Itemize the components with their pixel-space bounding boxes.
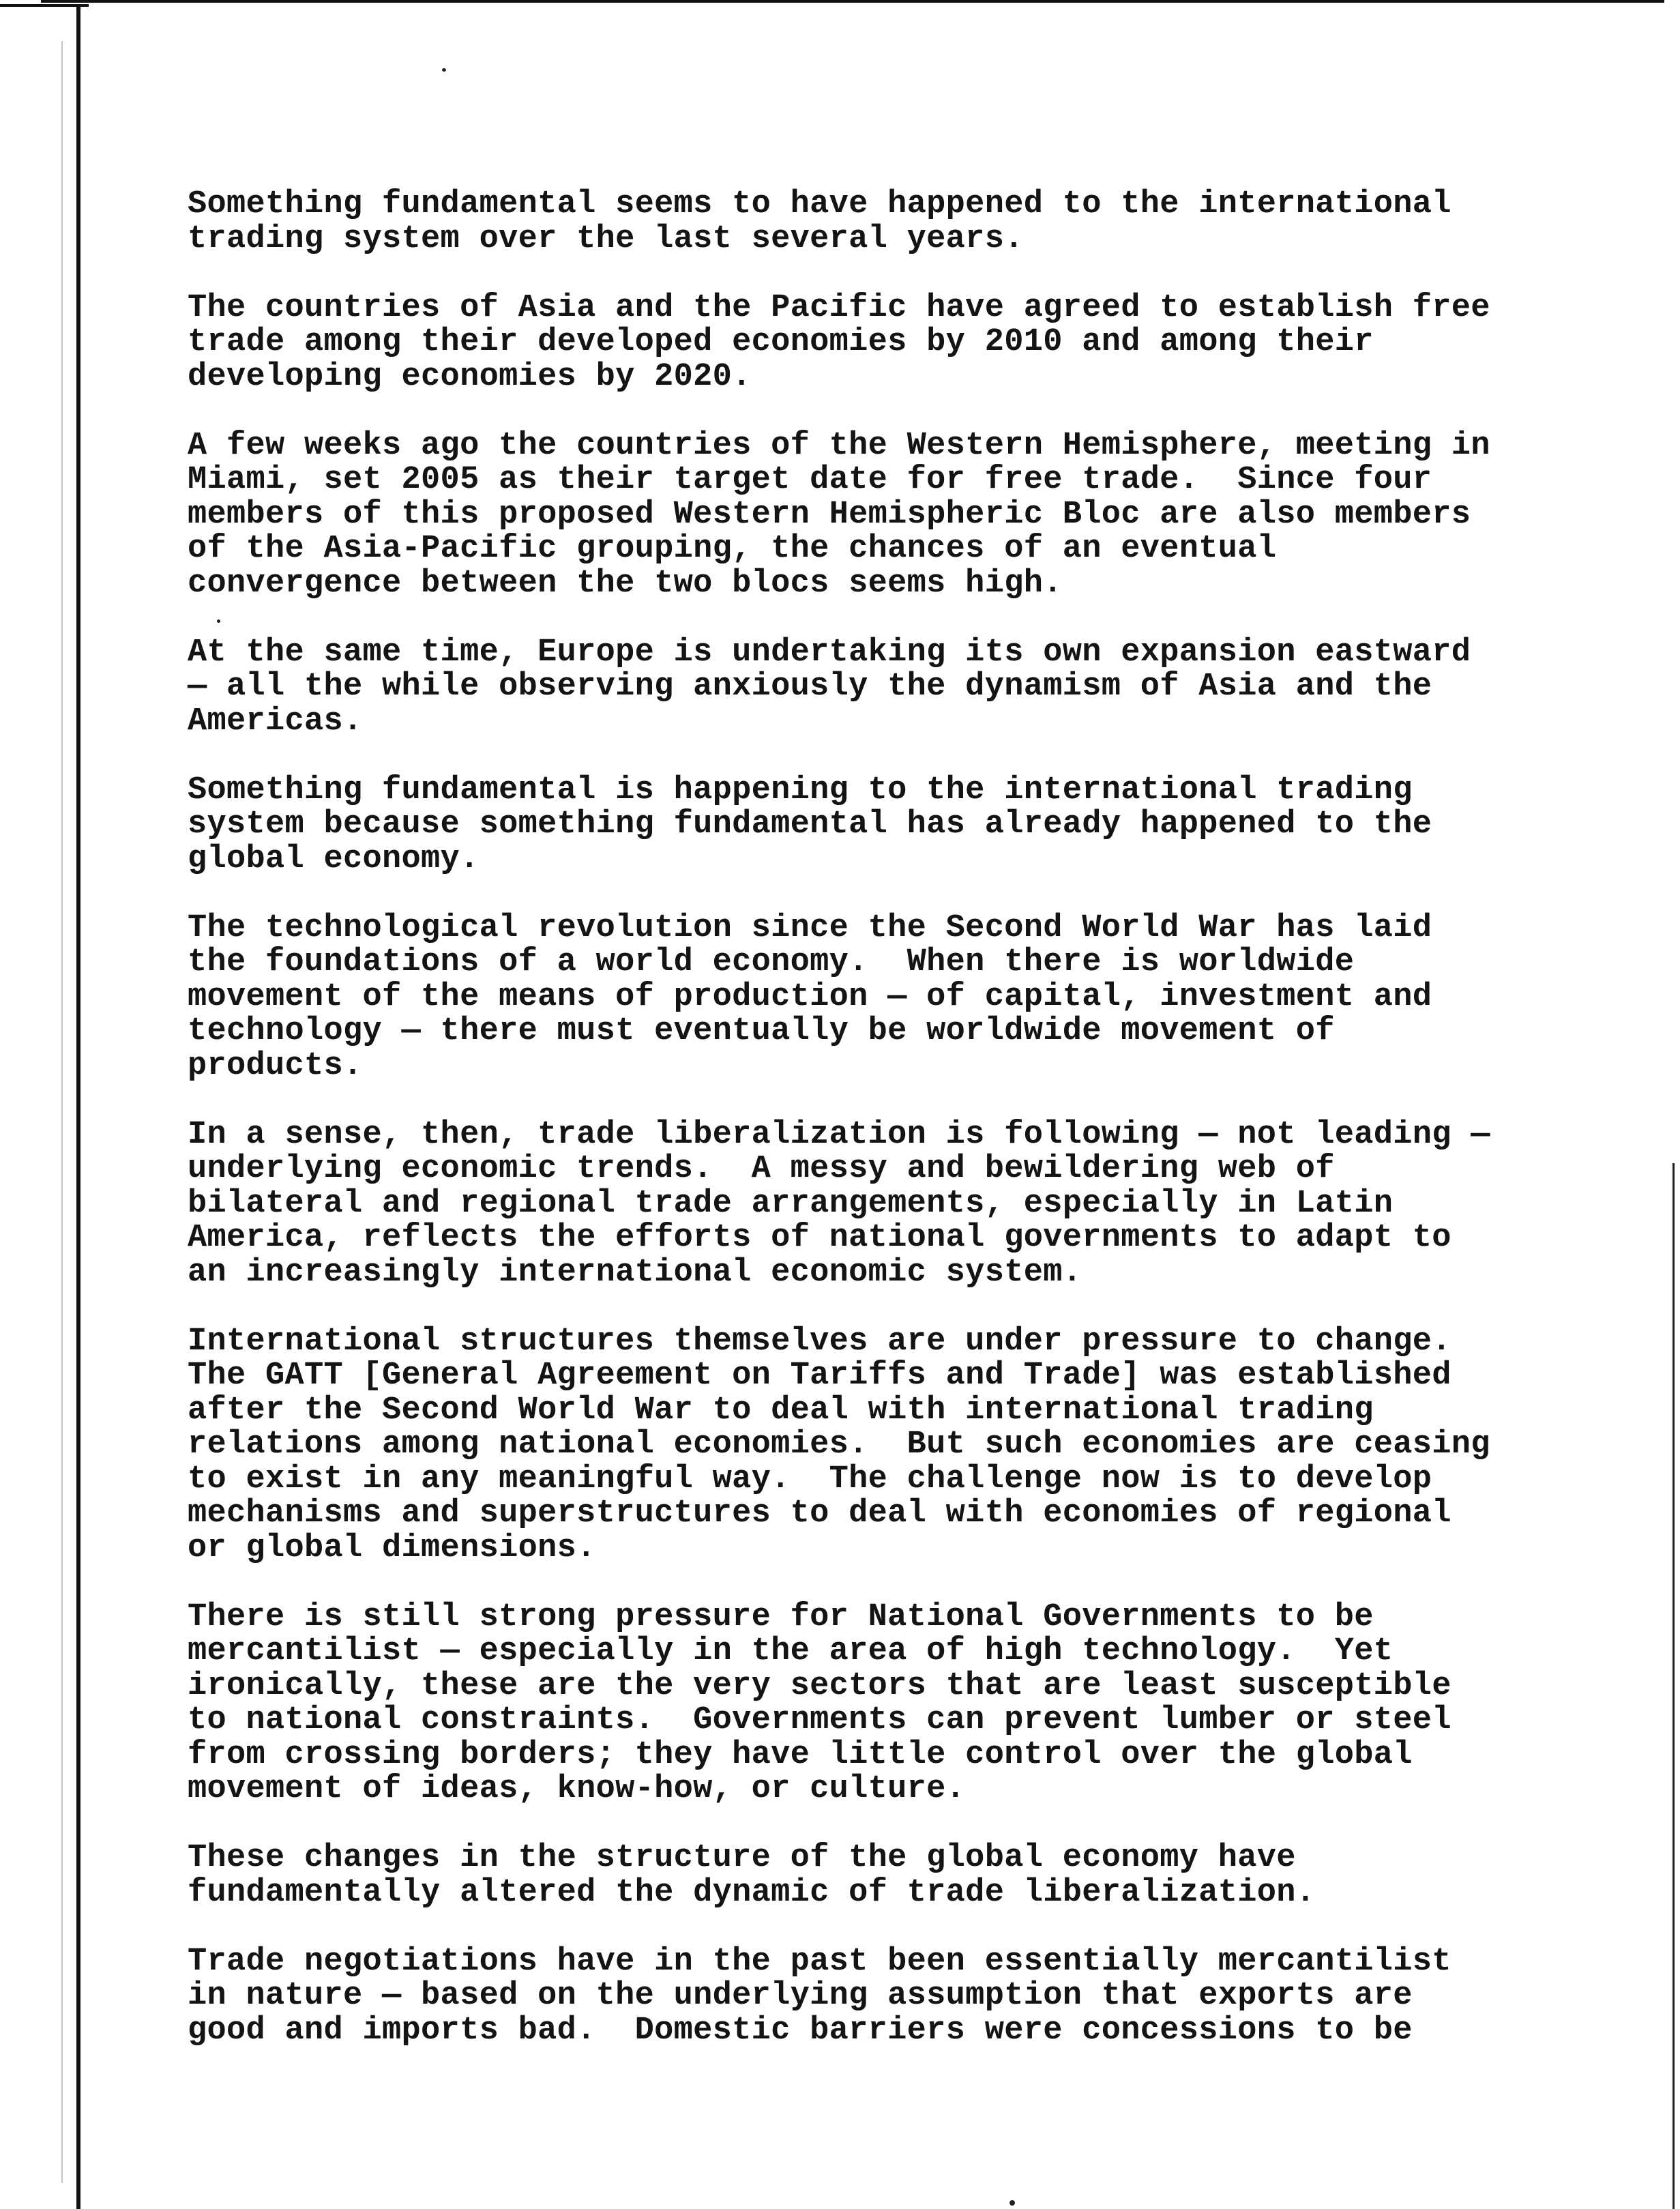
paragraph: At the same time, Europe is undertaking its own expansion eastward — all the while observing anxiously the dynamism of Asia and the Americas. <box>188 634 1471 740</box>
paragraph: The technological revolution since the Second World War has laid the foundations of a world economy. When there is worldwide movement of the means of production — of capital, investment and technology — there must eventually be worldwide movement of products. <box>188 909 1432 1084</box>
left-margin-shadow <box>61 41 63 2183</box>
paragraph: Something fundamental seems to have happened to the international trading system over the last several years. <box>188 186 1451 257</box>
paragraph: International structures themselves are under pressure to change. The GATT [General Agreement on Tariffs and Trade] was established after the Second World War to deal with international trading relations among national economies. But such economies are ceasing to exist in any meaningful way. The challenge now is to develop mechanisms and superstructures to deal with economies of regional or global dimensions. <box>188 1323 1490 1566</box>
top-border-line <box>41 0 1664 3</box>
scan-speck <box>442 68 446 72</box>
paragraph: Trade negotiations have in the past been essentially mercantilist in nature — based on the underlying assumption that exports are good and imports bad. Domestic barriers were concessions to be <box>188 1943 1451 2049</box>
paragraph: The countries of Asia and the Pacific have agreed to establish free trade among their developed economies by 2010 and among their developing economies by 2020. <box>188 289 1490 395</box>
paragraph: There is still strong pressure for National Governments to be mercantilist — especially in the area of high technology. Yet ironically, these are the very sectors that are least susceptible to national constraints. Governments can prevent lumber or steel from crossing borders; they have little control over the global movement of ideas, know-how, or culture. <box>188 1598 1451 1807</box>
paragraph: A few weeks ago the countries of the Western Hemisphere, meeting in Miami, set 2005 as their target date for free trade. Since four members of this proposed Western Hemispheric Bloc are also members of the Asia-Pacific grouping, the chances of an eventual convergence between the two blocs seems high. <box>188 427 1490 602</box>
paragraph: These changes in the structure of the global economy have fundamentally altered the dynamic of trade liberalization. <box>188 1840 1316 1911</box>
document-body <box>188 188 1654 2083</box>
scan-speck <box>1010 2200 1015 2206</box>
top-left-border-mark <box>0 4 89 7</box>
paragraph: In a sense, then, trade liberalization is following — not leading — underlying economic trends. A messy and bewildering web of bilateral and regional trade arrangements, especially in Latin America, reflects the efforts of national governments to adapt to an increasingly international economic system. <box>188 1116 1490 1291</box>
paragraph: Something fundamental is happening to the international trading system because something fundamental has already happened to the global economy. <box>188 772 1432 877</box>
left-border-line <box>76 7 80 2209</box>
right-border-line <box>1672 1163 1675 2209</box>
